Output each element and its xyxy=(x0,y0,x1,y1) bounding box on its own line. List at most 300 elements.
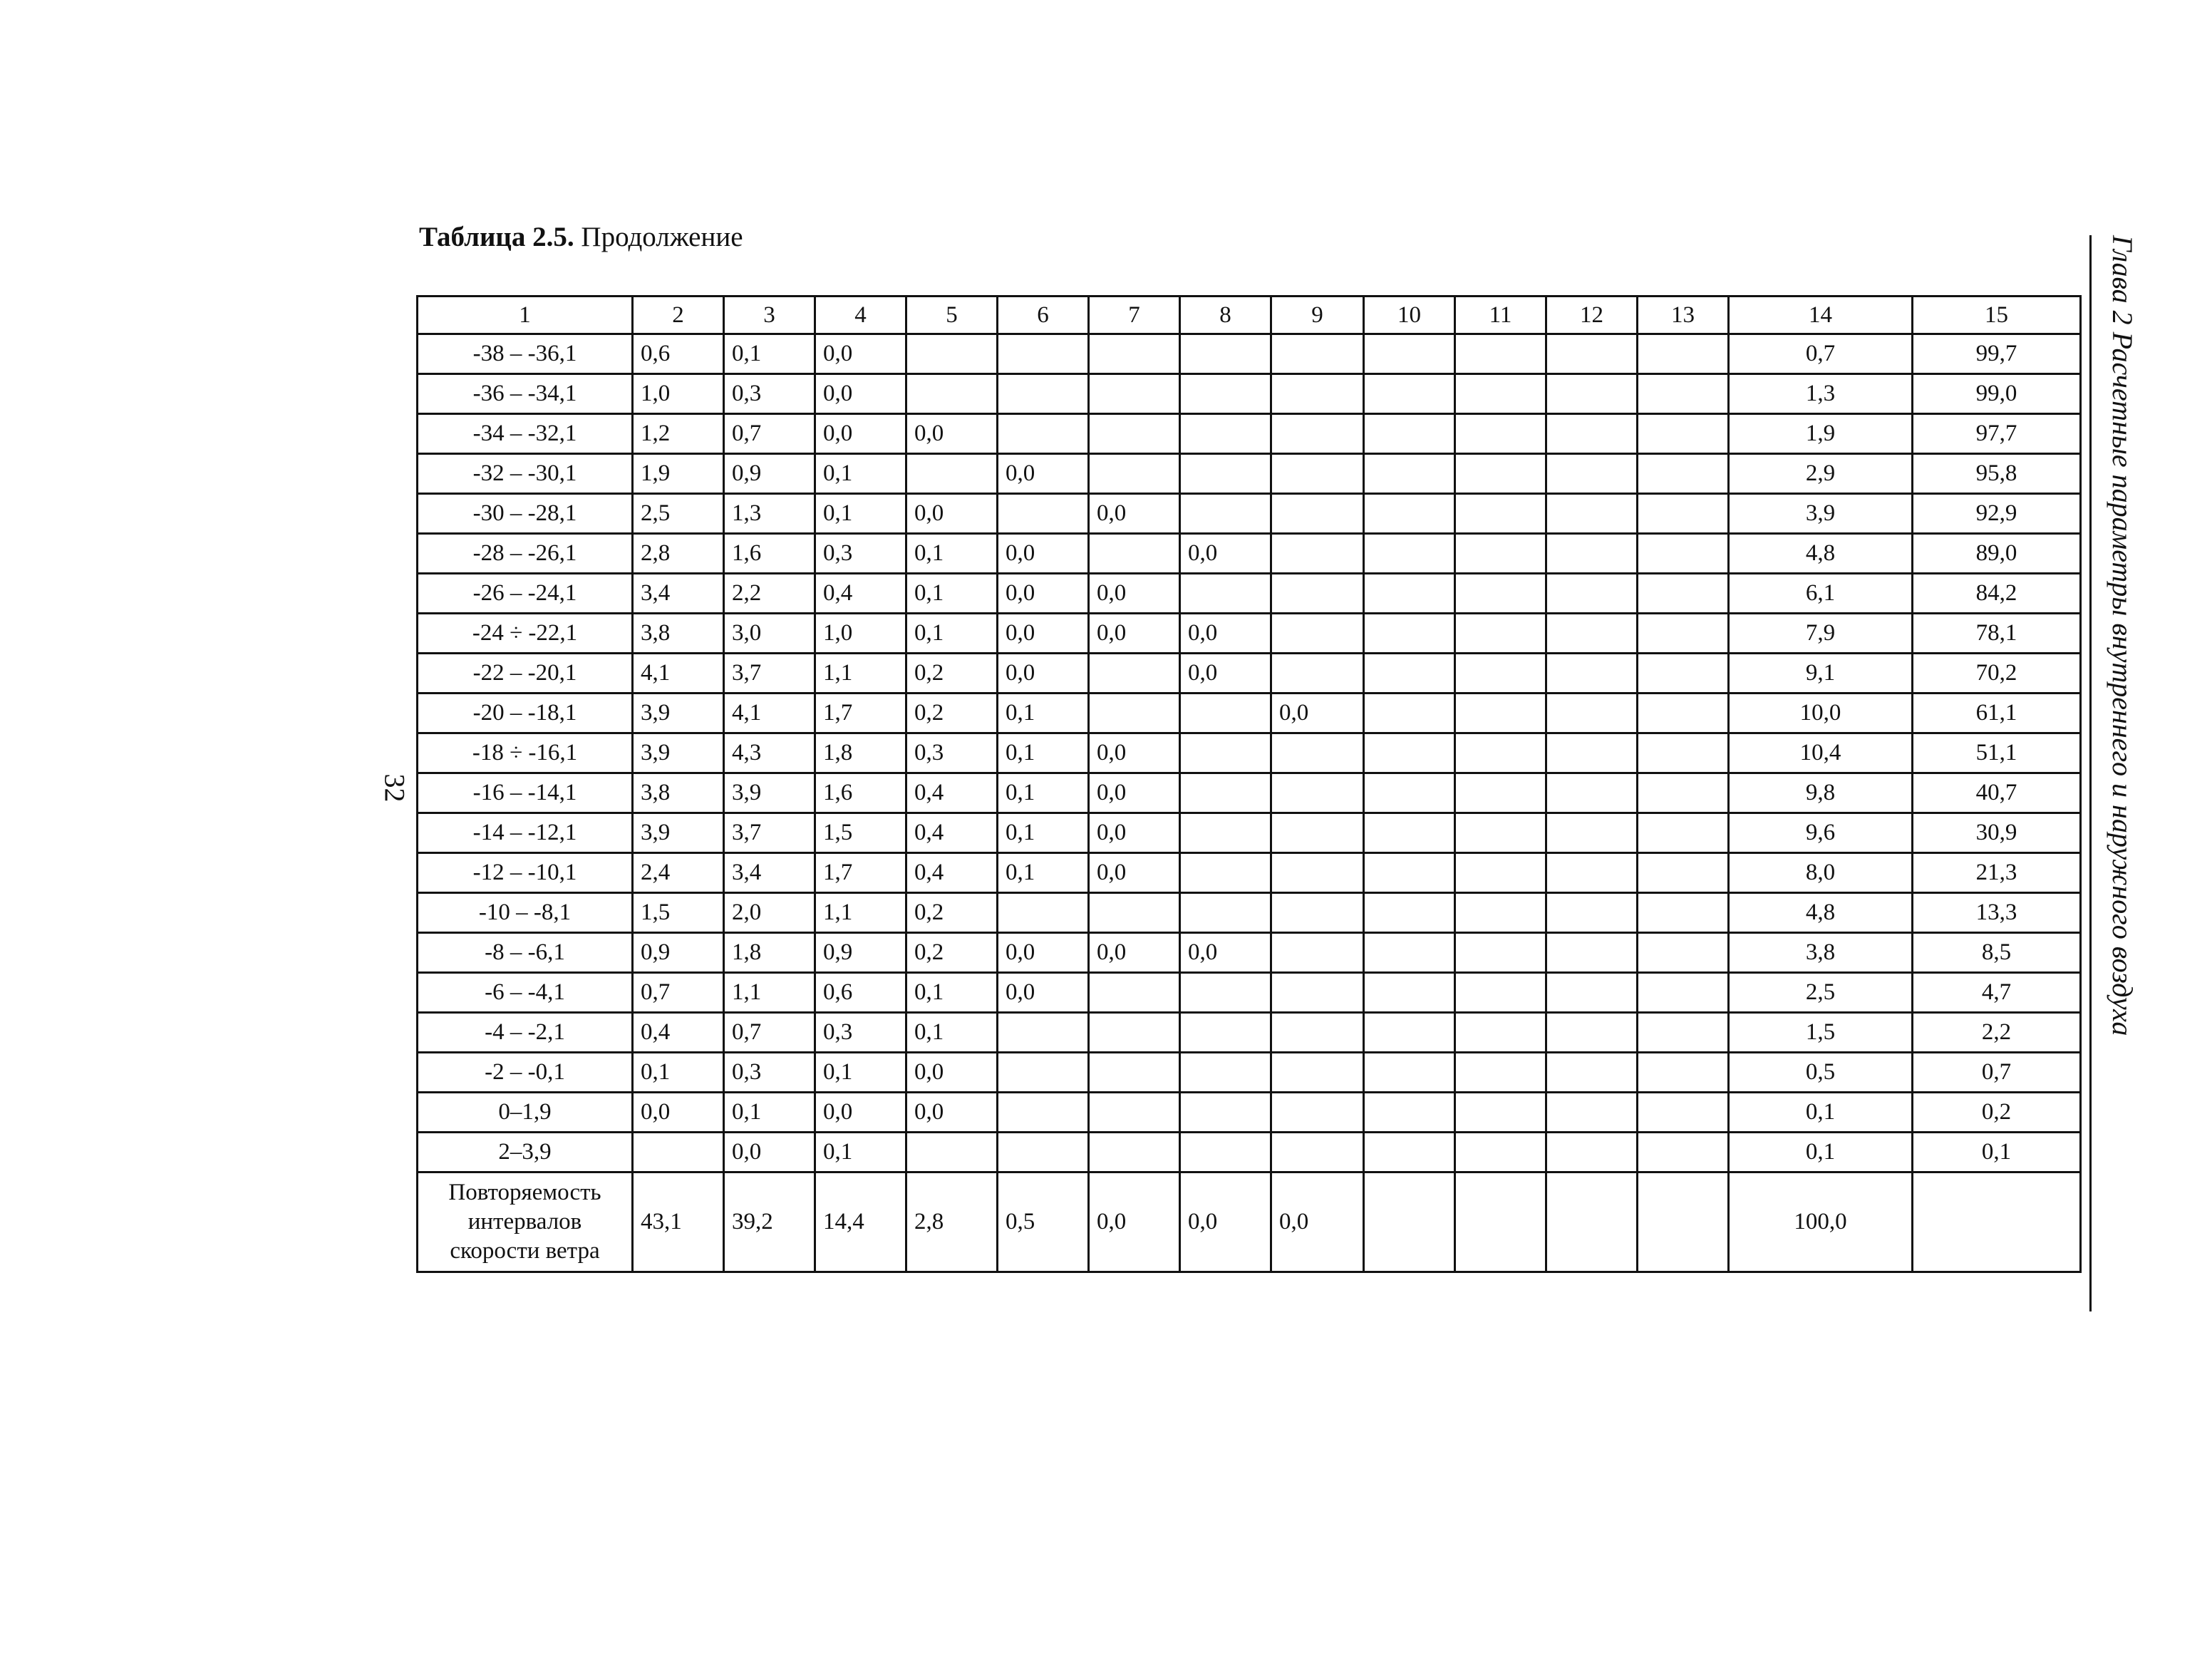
table-cell xyxy=(1455,534,1546,574)
table-row xyxy=(418,733,2081,773)
table-cell: 70,2 xyxy=(1913,654,2081,694)
table-row xyxy=(418,1172,2081,1272)
table-cell xyxy=(1638,534,1729,574)
column-header: 9 xyxy=(1271,297,1364,334)
row-label-cell: -32 – -30,1 xyxy=(418,454,633,494)
table-cell: 3,9 xyxy=(724,773,815,813)
table-cell xyxy=(906,374,998,414)
table-cell xyxy=(1180,454,1271,494)
table-row xyxy=(418,813,2081,853)
table-cell xyxy=(1089,654,1180,694)
table-cell: 0,1 xyxy=(1729,1133,1913,1172)
table-cell xyxy=(1638,933,1729,973)
row-label-cell: -8 – -6,1 xyxy=(418,933,633,973)
table-cell xyxy=(1180,1053,1271,1093)
table-cell xyxy=(1364,733,1455,773)
table-cell: 0,7 xyxy=(724,1013,815,1053)
table-cell: 0,0 xyxy=(1089,1172,1180,1272)
table-cell xyxy=(1638,494,1729,534)
table-cell xyxy=(1271,574,1364,614)
table-cell xyxy=(1546,574,1638,614)
table-cell xyxy=(998,893,1089,933)
table-cell: 1,2 xyxy=(633,414,724,454)
table-cell xyxy=(1546,534,1638,574)
table-cell: 9,1 xyxy=(1729,654,1913,694)
table-cell: 1,0 xyxy=(815,614,906,654)
table-cell xyxy=(1364,973,1455,1013)
table-cell: 3,9 xyxy=(633,813,724,853)
table-cell: 1,3 xyxy=(724,494,815,534)
table-cell xyxy=(1364,893,1455,933)
table-cell: 0,4 xyxy=(906,813,998,853)
table-cell xyxy=(1271,454,1364,494)
table-cell: 1,7 xyxy=(815,694,906,733)
table-cell xyxy=(998,494,1089,534)
table-cell xyxy=(1638,374,1729,414)
table-cell: 2,4 xyxy=(633,853,724,893)
table-cell: 0,0 xyxy=(1180,534,1271,574)
table-cell xyxy=(1638,773,1729,813)
table-cell xyxy=(1455,733,1546,773)
table-cell xyxy=(1364,534,1455,574)
table-cell xyxy=(998,414,1089,454)
table-row xyxy=(418,1133,2081,1172)
table-cell: 0,3 xyxy=(724,1053,815,1093)
table-cell: 0,0 xyxy=(998,654,1089,694)
table-cell: 0,0 xyxy=(1271,694,1364,733)
table-cell xyxy=(1455,1133,1546,1172)
table-cell xyxy=(1638,1053,1729,1093)
table-cell xyxy=(1638,973,1729,1013)
table-cell: 1,1 xyxy=(815,654,906,694)
table-row xyxy=(418,973,2081,1013)
table-cell xyxy=(1180,733,1271,773)
column-header: 10 xyxy=(1364,297,1455,334)
table-cell: 0,0 xyxy=(724,1133,815,1172)
table-cell xyxy=(1546,1133,1638,1172)
table-cell xyxy=(1364,334,1455,374)
table-cell: 0,0 xyxy=(1180,654,1271,694)
table-cell xyxy=(1180,414,1271,454)
table-cell xyxy=(1546,1013,1638,1053)
table-cell xyxy=(1089,1133,1180,1172)
table-cell xyxy=(1913,1172,2081,1272)
table-cell: 2,2 xyxy=(1913,1013,2081,1053)
table-cell: 1,1 xyxy=(724,973,815,1013)
table-cell: 1,5 xyxy=(633,893,724,933)
table-cell: 43,1 xyxy=(633,1172,724,1272)
table-cell: 0,0 xyxy=(998,534,1089,574)
table-cell xyxy=(1455,973,1546,1013)
table-row xyxy=(418,374,2081,414)
table-cell xyxy=(998,1013,1089,1053)
table-cell: 2,5 xyxy=(1729,973,1913,1013)
table-cell: 0,1 xyxy=(1913,1133,2081,1172)
data-table xyxy=(416,295,2082,1273)
table-cell xyxy=(1546,414,1638,454)
table-cell: 0,1 xyxy=(998,733,1089,773)
table-cell: 0,9 xyxy=(815,933,906,973)
table-cell: 0,0 xyxy=(1089,853,1180,893)
table-cell: 3,9 xyxy=(633,694,724,733)
table-cell: 0,0 xyxy=(998,933,1089,973)
table-cell xyxy=(1546,614,1638,654)
row-label-cell: Повторяемость интервалов скорости ветра xyxy=(418,1172,633,1272)
table-cell: 0,0 xyxy=(906,1093,998,1133)
table-cell: 14,4 xyxy=(815,1172,906,1272)
table-cell: 3,7 xyxy=(724,654,815,694)
row-label-cell: -34 – -32,1 xyxy=(418,414,633,454)
table-cell: 2,2 xyxy=(724,574,815,614)
table-cell xyxy=(1364,1053,1455,1093)
row-label-cell: -2 – -0,1 xyxy=(418,1053,633,1093)
table-cell: 0,0 xyxy=(1089,494,1180,534)
row-label-cell: -36 – -34,1 xyxy=(418,374,633,414)
table-cell xyxy=(1271,733,1364,773)
table-cell xyxy=(1180,813,1271,853)
table-cell xyxy=(1638,694,1729,733)
table-cell: 99,0 xyxy=(1913,374,2081,414)
table-cell xyxy=(1364,773,1455,813)
table-cell: 1,6 xyxy=(724,534,815,574)
table-cell: 0,6 xyxy=(633,334,724,374)
table-cell xyxy=(1546,933,1638,973)
table-cell: 0,0 xyxy=(906,1053,998,1093)
row-label-cell: -20 – -18,1 xyxy=(418,694,633,733)
table-cell: 39,2 xyxy=(724,1172,815,1272)
table-cell xyxy=(1455,773,1546,813)
table-cell xyxy=(1089,374,1180,414)
table-cell xyxy=(1364,853,1455,893)
table-cell: 30,9 xyxy=(1913,813,2081,853)
table-cell: 1,9 xyxy=(1729,414,1913,454)
table-cell xyxy=(1546,893,1638,933)
table-cell xyxy=(1455,1172,1546,1272)
table-cell xyxy=(1546,733,1638,773)
table-cell xyxy=(1638,574,1729,614)
table-cell xyxy=(998,1093,1089,1133)
table-cell: 0,0 xyxy=(1089,813,1180,853)
column-header: 13 xyxy=(1638,297,1729,334)
column-header: 6 xyxy=(998,297,1089,334)
table-cell xyxy=(1364,614,1455,654)
table-cell xyxy=(1364,374,1455,414)
table-row xyxy=(418,1093,2081,1133)
table-cell: 0,0 xyxy=(1089,933,1180,973)
table-cell xyxy=(1271,1053,1364,1093)
table-cell xyxy=(1638,813,1729,853)
table-row xyxy=(418,654,2081,694)
table-cell xyxy=(1546,374,1638,414)
table-cell: 0,7 xyxy=(1729,334,1913,374)
table-cell: 0,0 xyxy=(1180,933,1271,973)
row-label-cell: -30 – -28,1 xyxy=(418,494,633,534)
table-cell xyxy=(1455,574,1546,614)
row-label-cell: -28 – -26,1 xyxy=(418,534,633,574)
table-cell: 2,5 xyxy=(633,494,724,534)
table-cell: 1,6 xyxy=(815,773,906,813)
page-number: 32 xyxy=(378,773,411,803)
table-cell xyxy=(1180,334,1271,374)
table-cell xyxy=(1364,933,1455,973)
table-cell: 1,8 xyxy=(815,733,906,773)
table-cell xyxy=(1364,654,1455,694)
table-cell xyxy=(1455,334,1546,374)
table-cell xyxy=(1455,893,1546,933)
table-cell: 0,0 xyxy=(633,1093,724,1133)
table-cell: 0,0 xyxy=(1180,614,1271,654)
row-label-cell: 2–3,9 xyxy=(418,1133,633,1172)
row-label-cell: -4 – -2,1 xyxy=(418,1013,633,1053)
table-row xyxy=(418,454,2081,494)
table-cell: 78,1 xyxy=(1913,614,2081,654)
table-cell: 3,8 xyxy=(1729,933,1913,973)
table-cell: 0,0 xyxy=(998,574,1089,614)
table-cell: 0,2 xyxy=(1913,1093,2081,1133)
table-cell xyxy=(1546,773,1638,813)
table-cell xyxy=(1271,414,1364,454)
table-cell: 0,1 xyxy=(998,813,1089,853)
table-cell: 0,1 xyxy=(815,494,906,534)
table-cell xyxy=(1364,813,1455,853)
table-cell xyxy=(906,454,998,494)
table-cell: 0,2 xyxy=(906,933,998,973)
table-cell: 7,9 xyxy=(1729,614,1913,654)
table-cell: 0,1 xyxy=(906,973,998,1013)
table-row xyxy=(418,933,2081,973)
table-cell: 0,4 xyxy=(633,1013,724,1053)
table-cell xyxy=(1546,853,1638,893)
column-header: 11 xyxy=(1455,297,1546,334)
table-cell: 0,9 xyxy=(724,454,815,494)
table-cell: 9,6 xyxy=(1729,813,1913,853)
table-cell xyxy=(1271,773,1364,813)
table-cell xyxy=(1546,1172,1638,1272)
table-cell xyxy=(1364,454,1455,494)
table-cell xyxy=(1546,1053,1638,1093)
table-cell: 10,0 xyxy=(1729,694,1913,733)
table-cell xyxy=(1364,1093,1455,1133)
table-cell xyxy=(1271,374,1364,414)
table-cell: 4,1 xyxy=(633,654,724,694)
table-cell: 0,6 xyxy=(815,973,906,1013)
table-cell xyxy=(1638,1013,1729,1053)
table-cell xyxy=(998,374,1089,414)
table-cell: 92,9 xyxy=(1913,494,2081,534)
table-cell xyxy=(1638,733,1729,773)
table-cell xyxy=(1455,494,1546,534)
table-cell: 0,0 xyxy=(906,494,998,534)
table-cell: 1,3 xyxy=(1729,374,1913,414)
table-cell xyxy=(1180,773,1271,813)
table-cell: 0,2 xyxy=(906,654,998,694)
table-cell xyxy=(1271,1013,1364,1053)
table-cell xyxy=(1455,1053,1546,1093)
row-label-cell: -22 – -20,1 xyxy=(418,654,633,694)
column-header: 5 xyxy=(906,297,998,334)
table-cell: 51,1 xyxy=(1913,733,2081,773)
table-cell: 95,8 xyxy=(1913,454,2081,494)
table-cell xyxy=(1089,414,1180,454)
table-cell: 0,0 xyxy=(1089,614,1180,654)
table-cell: 2,8 xyxy=(906,1172,998,1272)
table-cell: 0,0 xyxy=(1271,1172,1364,1272)
table-cell: 0,1 xyxy=(724,334,815,374)
table-cell: 3,9 xyxy=(1729,494,1913,534)
table-cell: 1,9 xyxy=(633,454,724,494)
table-cell xyxy=(1180,1013,1271,1053)
table-cell xyxy=(1364,1013,1455,1053)
table-row xyxy=(418,1013,2081,1053)
table-cell: 97,7 xyxy=(1913,414,2081,454)
table-cell: 0,0 xyxy=(1180,1172,1271,1272)
table-cell: 3,9 xyxy=(633,733,724,773)
table-row xyxy=(418,853,2081,893)
table-cell xyxy=(1638,893,1729,933)
table-cell xyxy=(1638,454,1729,494)
table-cell: 0,7 xyxy=(633,973,724,1013)
row-label-cell: 0–1,9 xyxy=(418,1093,633,1133)
table-cell: 0,1 xyxy=(815,1133,906,1172)
row-label-cell: -10 – -8,1 xyxy=(418,893,633,933)
table-row xyxy=(418,414,2081,454)
table-cell: 0,2 xyxy=(906,694,998,733)
table-cell xyxy=(1271,494,1364,534)
table-cell: 13,3 xyxy=(1913,893,2081,933)
table-cell: 0,0 xyxy=(998,973,1089,1013)
table-cell xyxy=(1638,334,1729,374)
column-header: 3 xyxy=(724,297,815,334)
table-cell: 0,1 xyxy=(815,454,906,494)
table-cell: 0,1 xyxy=(724,1093,815,1133)
table-cell xyxy=(1180,1133,1271,1172)
table-cell: 0,1 xyxy=(998,773,1089,813)
table-caption xyxy=(419,221,743,253)
row-label-cell: -26 – -24,1 xyxy=(418,574,633,614)
table-cell: 0,1 xyxy=(998,694,1089,733)
column-header: 12 xyxy=(1546,297,1638,334)
table-cell xyxy=(1271,853,1364,893)
row-label-cell: -14 – -12,1 xyxy=(418,813,633,853)
table-cell: 0,5 xyxy=(998,1172,1089,1272)
table-cell xyxy=(1089,973,1180,1013)
table-cell xyxy=(1546,654,1638,694)
table-cell xyxy=(1455,454,1546,494)
table-cell xyxy=(1638,414,1729,454)
table-cell xyxy=(633,1133,724,1172)
table-cell: 1,8 xyxy=(724,933,815,973)
table-cell: 0,1 xyxy=(906,534,998,574)
table-cell: 0,0 xyxy=(815,414,906,454)
row-label-cell: -6 – -4,1 xyxy=(418,973,633,1013)
table-cell xyxy=(1546,334,1638,374)
table-cell: 4,7 xyxy=(1913,973,2081,1013)
table-cell xyxy=(1364,1133,1455,1172)
table-cell: 0,7 xyxy=(1913,1053,2081,1093)
table-cell xyxy=(1364,1172,1455,1272)
table-cell xyxy=(1180,494,1271,534)
table-row xyxy=(418,534,2081,574)
table-cell xyxy=(1546,494,1638,534)
table-cell: 4,8 xyxy=(1729,893,1913,933)
table-cell: 0,1 xyxy=(1729,1093,1913,1133)
table-cell: 0,0 xyxy=(906,414,998,454)
table-cell xyxy=(1364,494,1455,534)
table-cell: 2,8 xyxy=(633,534,724,574)
column-header: 1 xyxy=(418,297,633,334)
table-cell: 0,0 xyxy=(998,614,1089,654)
table-cell: 9,8 xyxy=(1729,773,1913,813)
table-cell xyxy=(1271,813,1364,853)
table-cell: 0,0 xyxy=(1089,773,1180,813)
table-cell xyxy=(906,334,998,374)
table-cell xyxy=(1271,1133,1364,1172)
table-cell xyxy=(1546,813,1638,853)
table-cell xyxy=(1638,1093,1729,1133)
table-cell xyxy=(1455,654,1546,694)
table-cell xyxy=(1638,614,1729,654)
table-cell xyxy=(1638,1172,1729,1272)
table-cell: 8,0 xyxy=(1729,853,1913,893)
table-cell xyxy=(1089,1013,1180,1053)
table-cell: 0,3 xyxy=(815,534,906,574)
table-cell xyxy=(1455,853,1546,893)
table-row xyxy=(418,494,2081,534)
table-cell: 8,5 xyxy=(1913,933,2081,973)
table-cell: 0,1 xyxy=(815,1053,906,1093)
table-cell: 0,0 xyxy=(1089,574,1180,614)
table-cell: 4,3 xyxy=(724,733,815,773)
table-cell: 3,8 xyxy=(633,773,724,813)
table-cell: 0,1 xyxy=(906,1013,998,1053)
table-cell: 0,1 xyxy=(906,574,998,614)
table-cell: 0,2 xyxy=(906,893,998,933)
table-row xyxy=(418,334,2081,374)
table-cell: 0,0 xyxy=(815,1093,906,1133)
table-cell: 2,9 xyxy=(1729,454,1913,494)
table-cell xyxy=(1089,454,1180,494)
table-cell xyxy=(1364,574,1455,614)
table-cell: 3,4 xyxy=(724,853,815,893)
table-row xyxy=(418,694,2081,733)
table-cell xyxy=(1455,1013,1546,1053)
table-cell: 0,4 xyxy=(906,853,998,893)
column-header: 15 xyxy=(1913,297,2081,334)
table-cell xyxy=(1089,534,1180,574)
table-cell: 0,3 xyxy=(815,1013,906,1053)
table-cell xyxy=(906,1133,998,1172)
table-cell xyxy=(1089,893,1180,933)
table-cell xyxy=(1180,1093,1271,1133)
table-cell xyxy=(1180,853,1271,893)
table-row xyxy=(418,893,2081,933)
column-header: 8 xyxy=(1180,297,1271,334)
table-cell: 89,0 xyxy=(1913,534,2081,574)
table-cell: 40,7 xyxy=(1913,773,2081,813)
table-cell: 3,7 xyxy=(724,813,815,853)
table-row xyxy=(418,773,2081,813)
table-cell: 0,1 xyxy=(906,614,998,654)
table-cell: 0,5 xyxy=(1729,1053,1913,1093)
table-cell xyxy=(1271,334,1364,374)
table-cell: 2,0 xyxy=(724,893,815,933)
column-header: 2 xyxy=(633,297,724,334)
table-cell xyxy=(1364,414,1455,454)
table-cell xyxy=(1271,973,1364,1013)
table-cell xyxy=(1455,813,1546,853)
table-cell xyxy=(1180,574,1271,614)
table-cell: 0,4 xyxy=(906,773,998,813)
